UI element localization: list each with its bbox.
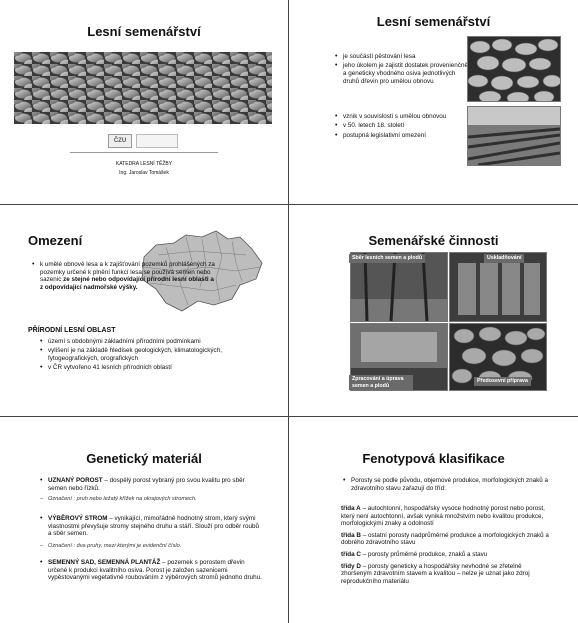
bullet [48, 515, 264, 538]
note: – Označení : dva pruhy, mezi kterými je evidenční číslo. [38, 543, 264, 550]
definition: – dospělý porost vybraný pro svou kvalitu pro sběr semen nebo řízků. [48, 477, 245, 492]
definition: – vynikající, mimořádně hodnotný strom, který svými vlastnostmi převyšuje stromy stejného druhu a stáří. Slouží pro odběr roubů a sběr semen. [48, 515, 260, 538]
note: – Označení : pruh nebo ležatý křížek na okrajových stromech. [38, 496, 264, 503]
seeds-photo [467, 36, 561, 102]
subheading: PŘÍRODNÍ LESNÍ OBLAST [28, 327, 116, 334]
class-text: – autochtonní, hospodářsky vysoce hodnotný porost nebo porost, který není autochtonní, avšak vyniká množstvím nebo kvalitou produkce, morfologickými znaky a odolností [341, 505, 545, 528]
label-process: Zpracování a úprava semen a plodů [349, 375, 413, 390]
slide-1-title: Lesní semenářství [87, 24, 201, 39]
label-prep: Předosevní příprava [474, 377, 531, 386]
bullet-text: k umělé obnově lesa a k zajišťování pozemků prohlášených za pozemky určené k plnění funkcí lesa se používá semen nebo sazenic [40, 261, 215, 284]
bullet: • v ČR vytvořeno 41 lesních přírodních oblastí [48, 364, 268, 372]
bullet: • vylišení je na základě hledisek geologických, klimatologických, fytogeografických, orografických [48, 347, 268, 362]
class-c [341, 551, 551, 559]
storage-photo [449, 252, 547, 322]
definition: – pozemek s porostem dřevin určené k produkci kvalitního osiva. Porost je založen sazenicemi vypěstovanými vegetativně roubováním z výběrových stromů jednoho druhu. [48, 559, 262, 582]
bullet: • postupná legislativní omezení [343, 132, 471, 140]
term: SEMENNÝ SAD, SEMENNÁ PLANTÁŽ [48, 559, 161, 566]
slide-3-title: Omezení [28, 233, 83, 248]
label-collect: Sběr lesních semen a plodů [349, 254, 425, 263]
department-name: KATEDRA LESNÍ TĚŽBY [115, 161, 173, 167]
class-head: třída B [341, 531, 361, 539]
title-rule [70, 152, 218, 153]
class-head: třída A [341, 505, 361, 512]
bullet: • jeho úkolem je zajistit dostatek provenienčně a geneticky vhodného osiva jednotlivých druhů dřevin pro umělou obnovu [343, 62, 471, 85]
university-logo: ČZU [108, 134, 132, 148]
class-d [341, 563, 551, 586]
bullet: • území s obdobnými základními přírodními podmínkami [48, 338, 268, 346]
bullet [48, 559, 264, 582]
collecting-photo [350, 252, 448, 322]
class-head: třída C [341, 550, 361, 558]
slide-6-title: Fenotypová klasifikace [362, 451, 505, 466]
bullet [48, 477, 264, 492]
slide-1 [0, 0, 288, 204]
bullet-bold-text: ze stejné nebo odpovídající přírodní lesní oblasti a z odpovídající nadmořské výšky. [40, 276, 214, 291]
faculty-logo [136, 134, 178, 148]
bullet: • v 50. letech 18. století [343, 122, 471, 130]
term: UZNANÝ POROST [48, 477, 103, 484]
slide-4 [289, 205, 578, 416]
nursery-photo [467, 106, 561, 166]
class-text: – porosty průměrné produkce, znaků a stavu [360, 550, 488, 558]
term: VÝBĚROVÝ STROM [48, 515, 108, 522]
slide-5-title: Genetický materiál [86, 451, 202, 466]
author-name: Ing. Jaroslav Tomášek [119, 170, 169, 176]
class-a [341, 505, 551, 528]
class-text: – porosty geneticky a hospodářsky nevhodné se zřetelně zhoršeným zdravotním stavem a kvalitou – nelze je uznat jako zdroj reprodukčního materiálu [341, 562, 530, 585]
slide-5 [0, 417, 288, 623]
bullet: • je součástí pěstování lesa [343, 53, 471, 61]
slide-4-title: Semenářské činnosti [368, 233, 499, 248]
class-list [341, 505, 551, 585]
bullet: • vznik v souvislosti s umělou obnovou [343, 113, 471, 121]
class-head: třídy D [341, 562, 361, 570]
bullet [40, 261, 218, 291]
class-b [341, 532, 551, 547]
slide-2 [289, 0, 578, 204]
seeds-banner-image [14, 52, 272, 124]
slide-6 [289, 417, 578, 623]
bullet: • Porosty se podle původu, objemové produkce, morfologických znaků a zdravotního stavu zařazují do tříd: [351, 477, 561, 492]
slide-2-title: Lesní semenářství [376, 14, 491, 29]
slide-3 [0, 205, 288, 416]
class-text: – ostatní porosty nadprůměrné produkce a morfologických znaků a dobrého zdravotního stavu [341, 531, 549, 547]
label-store: Uskladňování [484, 254, 524, 263]
